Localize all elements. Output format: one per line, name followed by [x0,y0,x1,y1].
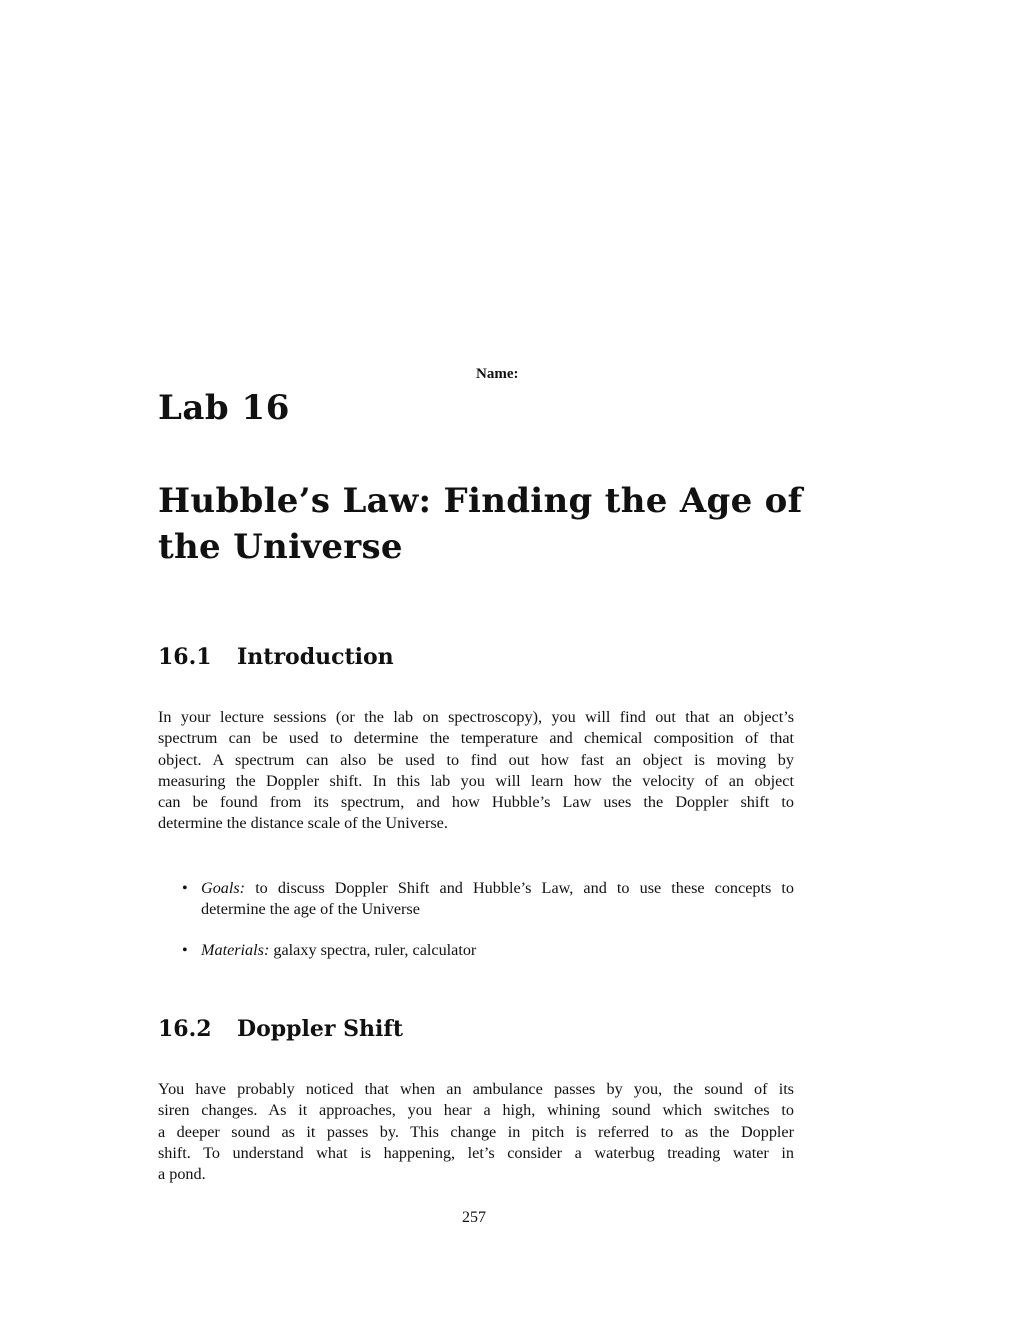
introduction-paragraph [158,707,794,835]
list-item-text: to discuss Doppler Shift and Hubble’s Law, and to use these concepts to [255,879,794,897]
lab-number: Lab 16 [158,388,290,428]
section-number: 16.1 [158,644,212,670]
name-label: Name: [476,366,519,382]
section-heading-doppler-shift [158,1016,403,1042]
paragraph-line: In your lecture sessions (or the lab on spectroscopy), you will find out that an object’s [158,708,794,726]
list-item-line: determine the age of the Universe [201,900,420,919]
paragraph-line: measuring the Doppler shift. In this lab you will learn how the velocity of an object [158,771,794,790]
paragraph-line: determine the distance scale of the Universe. [158,814,448,833]
bullet-icon: • [182,940,188,959]
list-item-label: Materials: [201,940,270,959]
list-item-materials [180,940,794,961]
goals-materials-list [180,878,794,961]
list-item-label: Goals: [201,879,246,897]
paragraph-line: shift. To understand what is happening, let’s consider a waterbug treading water in [158,1143,794,1162]
paragraph-line: spectrum can be used to determine the temperature and chemical composition of that [158,729,794,748]
list-item-line [201,940,794,961]
lab-title-line: the Universe [158,527,403,567]
paragraph-line: You have probably noticed that when an ambulance passes by you, the sound of its [158,1080,794,1098]
paragraph-line: a pond. [158,1165,206,1184]
page-number: 257 [462,1209,486,1226]
paragraph-line: siren changes. As it approaches, you hear a high, whining sound which switches to [158,1101,794,1120]
section-heading-introduction [158,644,394,670]
list-item-line [201,878,794,899]
lab-title-line: Hubble’s Law: Finding the Age of [158,481,803,521]
paragraph-line: can be found from its spectrum, and how Hubble’s Law uses the Doppler shift to [158,793,794,812]
section-title: Doppler Shift [237,1016,403,1042]
paragraph-line: object. A spectrum can also be used to find out how fast an object is moving by [158,750,794,769]
list-item-goals [180,878,794,921]
list-item-text: galaxy spectra, ruler, calculator [273,940,477,959]
bullet-icon: • [182,879,188,897]
paragraph-line: a deeper sound as it passes by. This change in pitch is referred to as the Doppler [158,1122,794,1141]
section-number: 16.2 [158,1016,212,1042]
lab-title [158,478,803,570]
doppler-paragraph [158,1079,794,1185]
section-title: Introduction [237,644,394,670]
